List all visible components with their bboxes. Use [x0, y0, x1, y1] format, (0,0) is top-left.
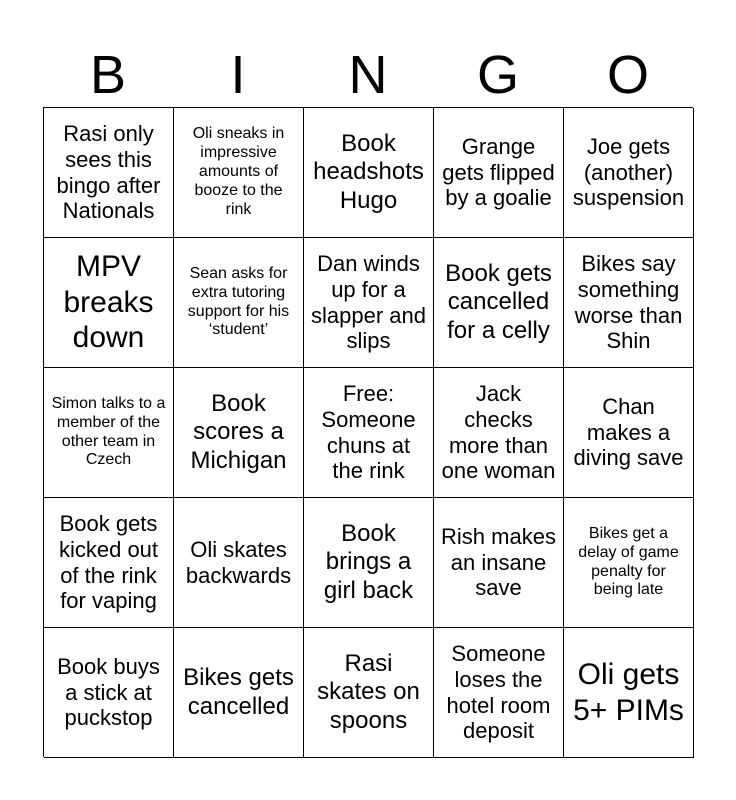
bingo-cell free-space[interactable]: [304, 368, 434, 498]
bingo-cell[interactable]: [304, 498, 434, 628]
bingo-cell[interactable]: [304, 108, 434, 238]
cell-text: Book headshots Hugo: [313, 130, 424, 214]
bingo-cell[interactable]: [434, 628, 564, 758]
bingo-cell[interactable]: [564, 368, 694, 498]
bingo-cell[interactable]: [44, 238, 174, 368]
bingo-cell[interactable]: [44, 498, 174, 628]
cell-text: Simon talks to a member of the other team in Czech: [51, 394, 166, 469]
cell-text: Joe gets (another) suspension: [572, 133, 685, 211]
cell-text: Book brings a girl back: [323, 520, 414, 604]
bingo-cell[interactable]: [564, 108, 694, 238]
bingo-cell[interactable]: [434, 368, 564, 498]
bingo-cell[interactable]: [434, 108, 564, 238]
bingo-cell[interactable]: [434, 498, 564, 628]
cell-text: Chan makes a diving save: [573, 393, 684, 471]
cell-text: Bikes say something worse than Shin: [574, 250, 683, 354]
cell-text: Someone loses the hotel room deposit: [446, 640, 551, 744]
cell-text: Book scores a Michigan: [190, 390, 287, 474]
bingo-cell[interactable]: [304, 238, 434, 368]
cell-text: Oli skates backwards: [185, 536, 292, 588]
cell-text: Rasi only sees this bingo after Nationals: [56, 120, 161, 224]
header-letter-b: B: [89, 45, 127, 105]
cell-text: Bikes get a delay of game penalty for being late: [578, 524, 679, 599]
bingo-cell[interactable]: [174, 498, 304, 628]
bingo-cell[interactable]: [564, 238, 694, 368]
bingo-cell[interactable]: [174, 108, 304, 238]
bingo-cell[interactable]: [44, 108, 174, 238]
bingo-header: [43, 44, 693, 106]
bingo-grid: [43, 107, 693, 757]
header-letter-i: I: [230, 45, 246, 105]
cell-text: Book gets kicked out of the rink for vaping: [58, 510, 159, 614]
cell-text: Bikes gets cancelled: [183, 664, 294, 720]
cell-text: Book gets cancelled for a celly: [445, 260, 552, 344]
bingo-cell[interactable]: [44, 628, 174, 758]
cell-text: Rasi skates on spoons: [317, 650, 420, 734]
bingo-cell[interactable]: [174, 238, 304, 368]
header-letter-g: G: [476, 45, 519, 105]
cell-text: Jack checks more than one woman: [441, 380, 556, 484]
cell-text: Sean asks for extra tutoring support for his ‘student’: [187, 264, 290, 339]
cell-text: Free: Someone chuns at the rink: [321, 380, 416, 484]
bingo-cell[interactable]: [174, 628, 304, 758]
cell-text: Book buys a stick at puckstop: [57, 653, 160, 731]
cell-text: Dan winds up for a slapper and slips: [311, 250, 426, 354]
bingo-cell[interactable]: [564, 628, 694, 758]
cell-text: Oli gets 5+ PIMs: [573, 658, 684, 727]
cell-text: Oli sneaks in impressive amounts of booze to the rink: [192, 125, 285, 218]
cell-text: Rish makes an insane save: [441, 523, 556, 601]
bingo-cell[interactable]: [174, 368, 304, 498]
cell-text: MPV breaks down: [63, 250, 154, 355]
header-letter-o: O: [606, 45, 649, 105]
header-letter-n: N: [348, 45, 388, 105]
bingo-cell[interactable]: [304, 628, 434, 758]
cell-text: Grange gets flipped by a goalie: [442, 133, 555, 211]
bingo-cell[interactable]: [44, 368, 174, 498]
bingo-cell[interactable]: [564, 498, 694, 628]
bingo-cell[interactable]: [434, 238, 564, 368]
